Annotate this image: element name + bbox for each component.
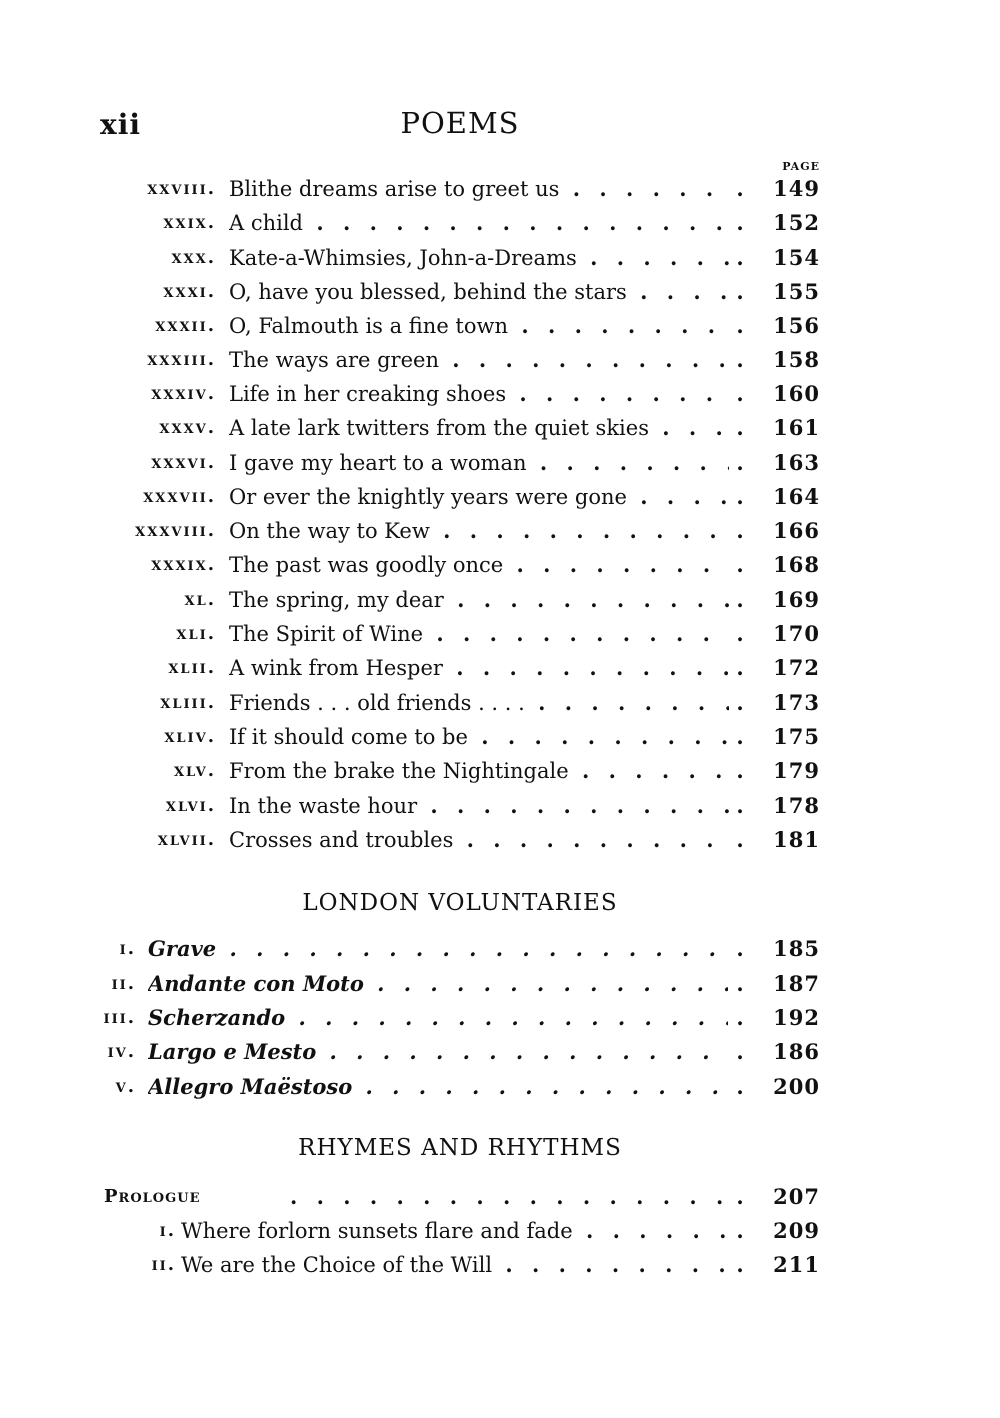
- entry-title: Or ever the knightly years were gone . .: [229, 480, 729, 514]
- toc-entry: [0, 967, 1000, 1001]
- toc-entry: [0, 1214, 1000, 1248]
- leader-dot: .: [736, 827, 744, 852]
- toc-entry: [0, 275, 1000, 309]
- toc-entry: [0, 172, 1000, 206]
- entry-page: 158: [773, 347, 820, 372]
- leader-dot: .: [736, 279, 744, 304]
- entry-number: xlv.: [173, 760, 216, 781]
- entry-number: xlii.: [168, 657, 216, 678]
- leader-dot: .: [736, 1218, 744, 1243]
- toc-entry: [0, 1001, 1000, 1035]
- leader-dot: .: [736, 415, 744, 440]
- entry-title: From the brake the Nightingale . .: [229, 754, 729, 788]
- toc-entry: [0, 932, 1000, 966]
- entry-title: Grave . .: [148, 932, 728, 966]
- entry-number: xxxvi.: [151, 452, 216, 473]
- toc-entry: [0, 309, 1000, 343]
- toc-entry: [0, 720, 1000, 754]
- entry-number: xxviii.: [147, 178, 216, 199]
- entry-page: 152: [773, 210, 820, 235]
- entry-page: 168: [773, 552, 820, 577]
- toc-entry: [0, 583, 1000, 617]
- entry-number: xliv.: [164, 726, 216, 747]
- entry-page: 209: [773, 1218, 820, 1243]
- entry-title: The spring, my dear . .: [229, 583, 729, 617]
- toc-entry: [0, 754, 1000, 788]
- entry-title: Kate-a-Whimsies, John-a-Dreams . .: [229, 241, 729, 275]
- entry-title: Largo e Mesto . .: [148, 1035, 728, 1069]
- entry-page: 179: [773, 758, 820, 783]
- toc-entry: [0, 343, 1000, 377]
- entry-title: The past was goodly once . .: [229, 548, 729, 582]
- entry-title: Scherzando . .: [148, 1001, 728, 1035]
- entry-title: Allegro Maëstoso . .: [148, 1070, 728, 1104]
- entry-title: Friends . . . old friends . . . . . .: [229, 686, 729, 720]
- entry-title: A late lark twitters from the quiet skies . .: [229, 411, 729, 445]
- entry-page: 185: [773, 936, 820, 961]
- toc-entry: [0, 617, 1000, 651]
- entry-page: 154: [773, 245, 820, 270]
- entry-page: 155: [773, 279, 820, 304]
- leader-dot: .: [736, 1184, 744, 1209]
- leader-dot: .: [736, 552, 744, 577]
- toc-entry-prologue: [0, 1180, 1000, 1214]
- leader-dot: .: [736, 621, 744, 646]
- entry-page: 149: [773, 176, 820, 201]
- leader-dot: .: [736, 381, 744, 406]
- entry-page: 187: [773, 971, 820, 996]
- entry-number: xxxvii.: [143, 486, 216, 507]
- entry-page: 170: [773, 621, 820, 646]
- leader-dot: .: [736, 936, 744, 961]
- entry-number: iii.: [103, 1007, 136, 1028]
- toc-entry: [0, 548, 1000, 582]
- toc-entry: [0, 1070, 1000, 1104]
- entry-page: 166: [773, 518, 820, 543]
- leader-dot: .: [736, 518, 744, 543]
- entry-title: In the waste hour . .: [229, 789, 729, 823]
- toc-entry: [0, 789, 1000, 823]
- leader-dot: .: [736, 1039, 744, 1064]
- entry-page: 173: [773, 690, 820, 715]
- page-column-label: PAGE: [782, 160, 820, 173]
- leader-dot: .: [736, 724, 744, 749]
- leader-dot: .: [736, 793, 744, 818]
- entry-page: 161: [773, 415, 820, 440]
- entry-number: iv.: [107, 1041, 136, 1062]
- leader-dot: .: [736, 347, 744, 372]
- toc-entry: [0, 686, 1000, 720]
- entry-page: 207: [773, 1184, 820, 1209]
- entry-title: Crosses and troubles . .: [229, 823, 729, 857]
- entry-title: The ways are green . .: [229, 343, 729, 377]
- entry-title: O, have you blessed, behind the stars . .: [229, 275, 729, 309]
- leader-dot: .: [736, 210, 744, 235]
- leader-dot: .: [736, 1252, 744, 1277]
- entry-page: 172: [773, 655, 820, 680]
- entry-page: 156: [773, 313, 820, 338]
- entry-title: If it should come to be . .: [229, 720, 729, 754]
- entry-title: Blithe dreams arise to greet us . .: [229, 172, 729, 206]
- leader-dot: .: [736, 176, 744, 201]
- entry-page: 211: [773, 1252, 820, 1277]
- entry-page: 200: [773, 1074, 820, 1099]
- leader-dot: .: [736, 587, 744, 612]
- entry-page: 169: [773, 587, 820, 612]
- toc-entry: [0, 206, 1000, 240]
- entry-number: xxxix.: [151, 554, 216, 575]
- entry-title: Life in her creaking shoes . .: [229, 377, 729, 411]
- entry-page: 178: [773, 793, 820, 818]
- entry-number: i.: [119, 938, 136, 959]
- leader-dot: .: [736, 313, 744, 338]
- toc-entry: [0, 823, 1000, 857]
- entry-number: xxxiv.: [151, 383, 216, 404]
- entry-label: Prologue: [104, 1186, 201, 1207]
- entry-number: xl.: [184, 589, 216, 610]
- leader-dot: .: [736, 655, 744, 680]
- entry-page: 175: [773, 724, 820, 749]
- toc-entry: [0, 1248, 1000, 1282]
- entry-number: xxxv.: [159, 417, 216, 438]
- toc-entry: [0, 1035, 1000, 1069]
- entry-leader: [290, 1180, 730, 1214]
- entry-page: 181: [773, 827, 820, 852]
- leader-dot: .: [736, 1074, 744, 1099]
- toc-entry: [0, 446, 1000, 480]
- leader-dot: .: [736, 690, 744, 715]
- leader-dot: .: [736, 971, 744, 996]
- entry-number: i.: [159, 1220, 176, 1241]
- page-number: xii: [100, 108, 141, 141]
- entry-number: xxxi.: [163, 281, 216, 302]
- entry-page: 186: [773, 1039, 820, 1064]
- entry-title: I gave my heart to a woman . .: [229, 446, 729, 480]
- leader-dot: .: [736, 484, 744, 509]
- leader-dot: .: [736, 758, 744, 783]
- entry-number: xxx.: [171, 247, 216, 268]
- entry-title: On the way to Kew . .: [229, 514, 729, 548]
- toc-entry: [0, 480, 1000, 514]
- section-heading-rhymes-and-rhythms: RHYMES AND RHYTHMS: [298, 1135, 622, 1161]
- entry-number: xxxiii.: [147, 349, 216, 370]
- entry-page: 160: [773, 381, 820, 406]
- entry-title: A child . .: [229, 206, 729, 240]
- leader-dot: .: [736, 450, 744, 475]
- toc-entry: [0, 411, 1000, 445]
- section-heading-london-voluntaries: LONDON VOLUNTARIES: [302, 890, 618, 916]
- running-title: POEMS: [400, 106, 520, 140]
- entry-number: xliii.: [160, 692, 216, 713]
- entry-number: xxxii.: [155, 315, 216, 336]
- entry-number: v.: [115, 1076, 136, 1097]
- entry-number: ii.: [151, 1254, 176, 1275]
- toc-entry: [0, 514, 1000, 548]
- entry-title: We are the Choice of the Will . .: [181, 1248, 729, 1282]
- entry-number: ii.: [111, 973, 136, 994]
- entry-number: xxxviii.: [135, 520, 216, 541]
- entry-title: A wink from Hesper . .: [229, 651, 729, 685]
- entry-number: xlvii.: [157, 829, 216, 850]
- entry-number: xlvi.: [165, 795, 216, 816]
- leader-dot: .: [736, 1005, 744, 1030]
- entry-title: The Spirit of Wine . .: [229, 617, 729, 651]
- entry-number: xxix.: [163, 212, 216, 233]
- entry-title: Where forlorn sunsets flare and fade . .: [181, 1214, 729, 1248]
- entry-title: O, Falmouth is a fine town . .: [229, 309, 729, 343]
- entry-page: 164: [773, 484, 820, 509]
- entry-page: 163: [773, 450, 820, 475]
- toc-entry: [0, 377, 1000, 411]
- entry-number: xli.: [176, 623, 216, 644]
- leader-dot: .: [736, 245, 744, 270]
- entry-page: 192: [773, 1005, 820, 1030]
- entry-title: Andante con Moto . .: [148, 967, 728, 1001]
- toc-entry: [0, 241, 1000, 275]
- toc-entry: [0, 651, 1000, 685]
